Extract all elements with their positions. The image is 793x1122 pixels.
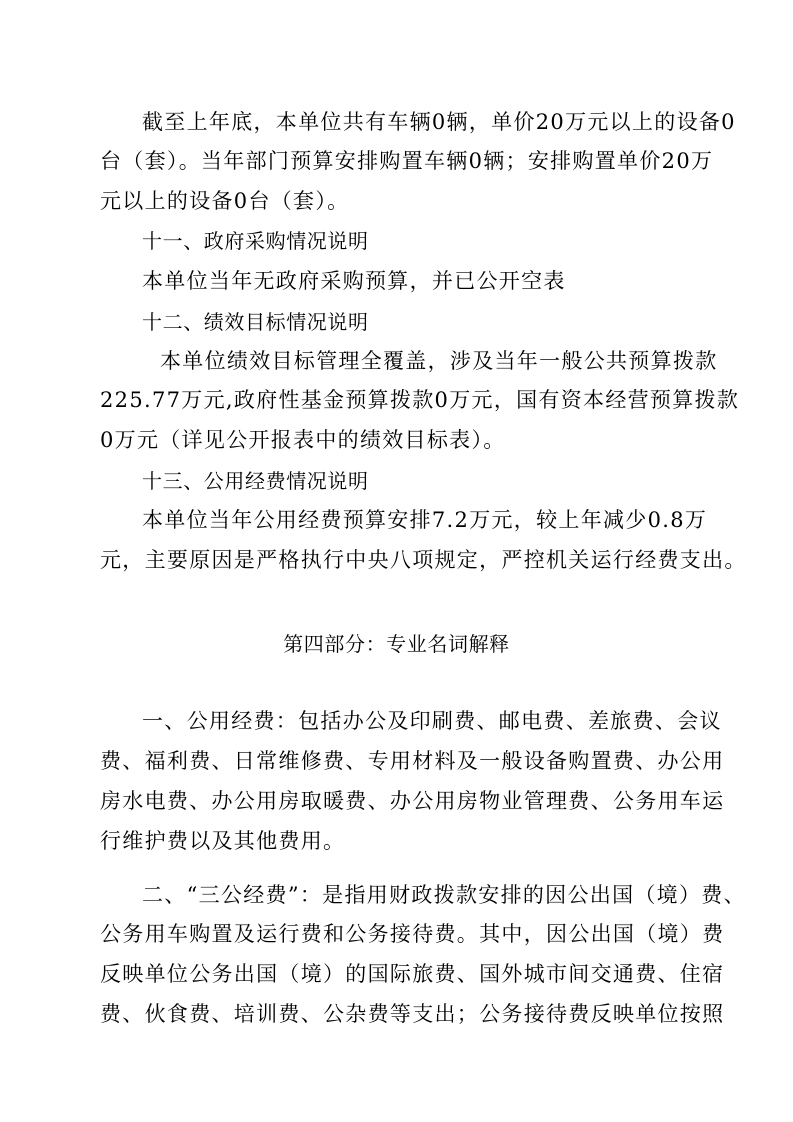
- section-heading-11: 十一、政府采购情况说明: [142, 229, 369, 253]
- paragraph-line: 本单位当年公用经费预算安排7.2万元，较上年减少0.8万: [142, 508, 708, 532]
- section-heading-12: 十二、绩效目标情况说明: [142, 310, 369, 334]
- part-title: 第四部分：专业名词解释: [283, 632, 510, 656]
- paragraph-line: 行维护费以及其他费用。: [100, 829, 346, 853]
- paragraph-line: 二、“三公经费”：是指用财政拨款安排的因公出国（境）费、: [142, 883, 746, 907]
- paragraph-line: 0万元（详见公开报表中的绩效目标表）。: [100, 428, 506, 452]
- paragraph-line: 元，主要原因是严格执行中央八项规定，严控机关运行经费支出。: [100, 548, 747, 572]
- paragraph-line: 本单位绩效目标管理全覆盖，涉及当年一般公共预算拨款: [160, 349, 718, 373]
- paragraph-line: 费、伙食费、培训费、公杂费等支出；公务接待费反映单位按照: [100, 1002, 725, 1026]
- paragraph-line: 反映单位公务出国（境）的国际旅费、国外城市间交通费、住宿: [100, 962, 725, 986]
- paragraph-line: 225.77万元,政府性基金预算拨款0万元，国有资本经营预算拨款: [100, 388, 740, 412]
- paragraph-line: 元以上的设备0台（套）。: [100, 189, 350, 213]
- paragraph-line: 截至上年底，本单位共有车辆0辆，单价20万元以上的设备0: [142, 110, 736, 134]
- paragraph-line: 费、福利费、日常维修费、专用材料及一般设备购置费、办公用: [100, 749, 725, 773]
- section-heading-13: 十三、公用经费情况说明: [142, 469, 369, 493]
- paragraph-line: 台（套）。当年部门预算安排购置车辆0辆；安排购置单价20万: [100, 149, 714, 173]
- paragraph-line: 一、公用经费：包括办公及印刷费、邮电费、差旅费、会议: [142, 709, 722, 733]
- paragraph-line: 公务用车购置及运行费和公务接待费。其中，因公出国（境）费: [100, 922, 725, 946]
- paragraph-line: 本单位当年无政府采购预算，并已公开空表: [142, 269, 566, 293]
- paragraph-line: 房水电费、办公用房取暖费、办公用房物业管理费、公务用车运: [100, 789, 725, 813]
